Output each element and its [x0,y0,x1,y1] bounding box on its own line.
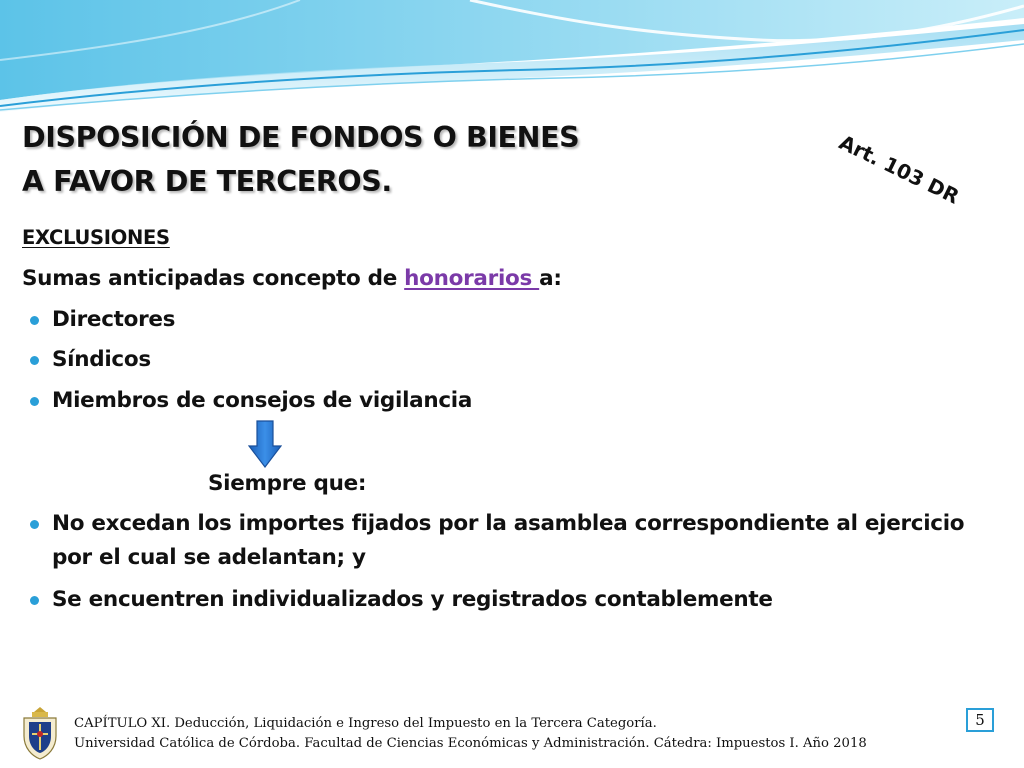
title-line-2: A FAVOR DE TERCEROS. [22,165,392,198]
condition-item: No excedan los importes fijados por la asamblea correspondiente al ejercicio [52,511,965,536]
recipient-item: Síndicos [52,347,151,372]
bullet-icon [30,316,39,325]
condition-item: Se encuentren individualizados y registrados contablemente [52,587,773,612]
intro-text-after: a: [539,266,562,291]
bullet-icon [30,397,39,406]
university-crest-icon [20,706,60,760]
honorarios-link[interactable]: honorarios [404,266,540,291]
header-wave-decoration [0,0,1024,120]
recipient-item: Miembros de consejos de vigilancia [52,388,473,413]
footer-institution: Universidad Católica de Córdoba. Facultad de Ciencias Económicas y Administración. Cátedra: Impuestos I. Año 2018 [74,736,867,751]
bullet-icon [30,596,39,605]
article-reference: Art. 103 DR [835,130,964,209]
slide-title [22,116,579,204]
bullet-icon [30,356,39,365]
condition-label: Siempre que: [208,471,367,496]
subheading [22,222,170,254]
footer-chapter: CAPÍTULO XI. Deducción, Liquidación e Ingreso del Impuesto en la Tercera Categoría. [74,716,657,731]
down-arrow-icon [248,420,282,468]
intro-line [22,263,562,295]
recipient-item: Directores [52,307,176,332]
title-line-1: DISPOSICIÓN DE FONDOS O BIENES [22,121,580,154]
intro-text-before: Sumas anticipadas concepto de [22,266,405,291]
page-number: 5 [966,708,994,732]
condition-item-continued: por el cual se adelantan; y [52,545,366,570]
bullet-icon [30,520,39,529]
subheading-text: EXCLUSIONES [22,226,170,249]
